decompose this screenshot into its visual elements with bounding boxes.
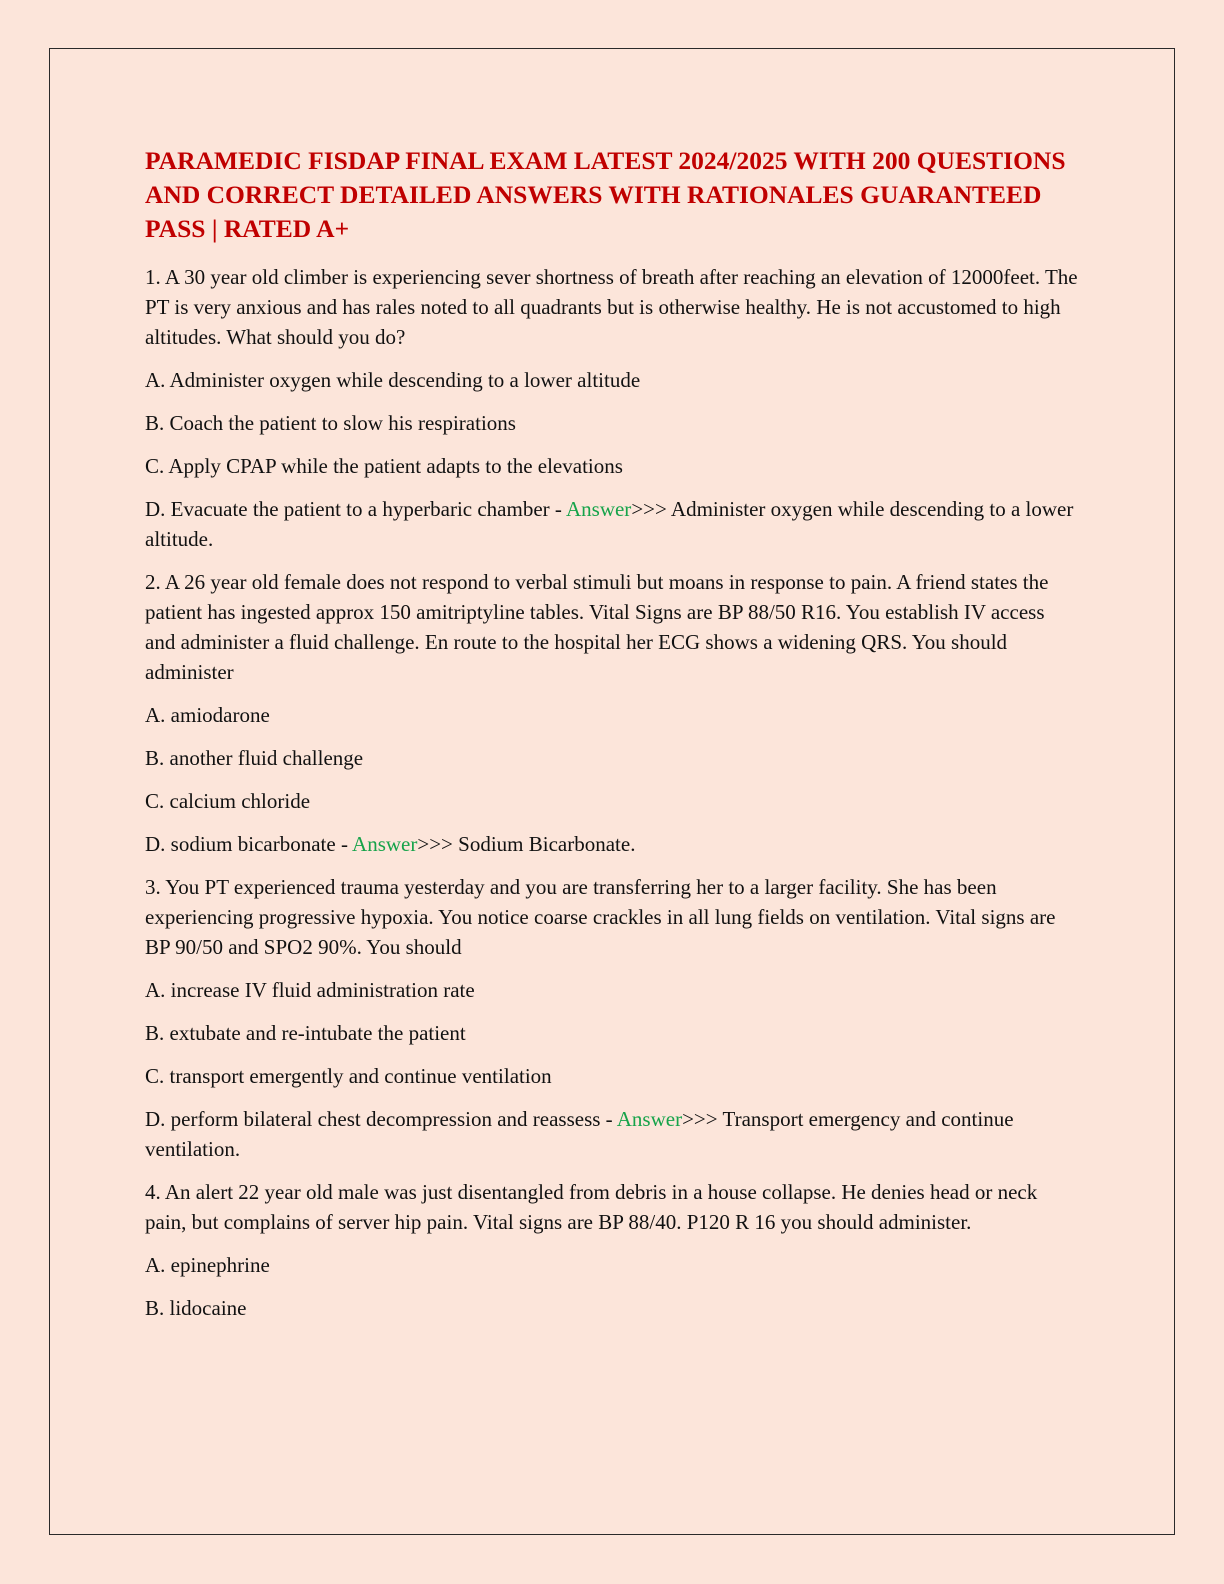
question-3-option-d: D. perform bilateral chest decompression and reassess - <box>145 1107 617 1131</box>
question-1-option-c: C. Apply CPAP while the patient adapts to the elevations <box>145 454 623 478</box>
question-1-option-d-with-answer <box>145 494 1080 554</box>
question-3-answer: >>> Transport emergency and continue ventilation. <box>145 1107 1014 1161</box>
question-1-option-d: D. Evacuate the patient to a hyperbaric chamber - <box>145 497 566 521</box>
question-2-answer: >>> Sodium Bicarbonate. <box>417 832 636 856</box>
question-1-answer: >>> Administer oxygen while descending to a lower altitude. <box>145 497 1074 551</box>
question-2-option-d-with-answer <box>145 829 1080 859</box>
question-3-stem: 3. You PT experienced trauma yesterday and you are transferring her to a larger facility. She has been experiencing progressive hypoxia. You notice coarse crackles in all lung fields on ventilation. Vital signs are BP 90/50 and SPO2 90%. You should <box>145 875 1056 959</box>
question-3-option-c: C. transport emergently and continue ventilation <box>145 1064 552 1088</box>
question-4-option-b: B. lidocaine <box>145 1296 247 1320</box>
question-2-option-c: C. calcium chloride <box>145 789 311 813</box>
question-2-stem: 2. A 26 year old female does not respond to verbal stimuli but moans in response to pain. A friend states the patient has ingested approx 150 amitriptyline tables. Vital Signs are BP 88/50 R16. You establish IV access and administer a fluid challenge. En route to the hospital her ECG shows a widening QRS. You should administer <box>145 570 1049 684</box>
answer-label: Answer <box>565 497 632 521</box>
question-1-option-a: A. Administer oxygen while descending to a lower altitude <box>145 368 641 392</box>
answer-label: Answer <box>352 832 418 856</box>
question-2-option-b: B. another fluid challenge <box>145 746 364 770</box>
question-1-stem: 1. A 30 year old climber is experiencing sever shortness of breath after reaching an elevation of 12000feet. The PT is very anxious and has rales noted to all quadrants but is otherwise healthy. He is not accustomed to high altitudes. What should you do? <box>145 265 1078 349</box>
question-3-option-d-with-answer <box>145 1104 1080 1164</box>
document-title: PARAMEDIC FISDAP FINAL EXAM LATEST 2024/2025 WITH 200 QUESTIONS AND CORRECT DETAILED ANSWERS WITH RATIONALES GUARANTEED PASS | RATED A+ <box>145 146 1066 243</box>
question-4-option-a: A. epinephrine <box>145 1253 270 1277</box>
document-body <box>145 144 1080 1336</box>
question-4-stem: 4. An alert 22 year old male was just disentangled from debris in a house collapse. He denies head or neck pain, but complains of server hip pain. Vital signs are BP 88/40. P120 R 16 you should administer. <box>145 1180 1038 1234</box>
question-2-option-a: A. amiodarone <box>145 703 270 727</box>
question-3-option-b: B. extubate and re-intubate the patient <box>145 1021 466 1045</box>
question-2-option-d: D. sodium bicarbonate - <box>145 832 353 856</box>
question-1-option-b: B. Coach the patient to slow his respirations <box>145 411 516 435</box>
answer-label: Answer <box>616 1107 683 1131</box>
question-3-option-a: A. increase IV fluid administration rate <box>145 978 475 1002</box>
